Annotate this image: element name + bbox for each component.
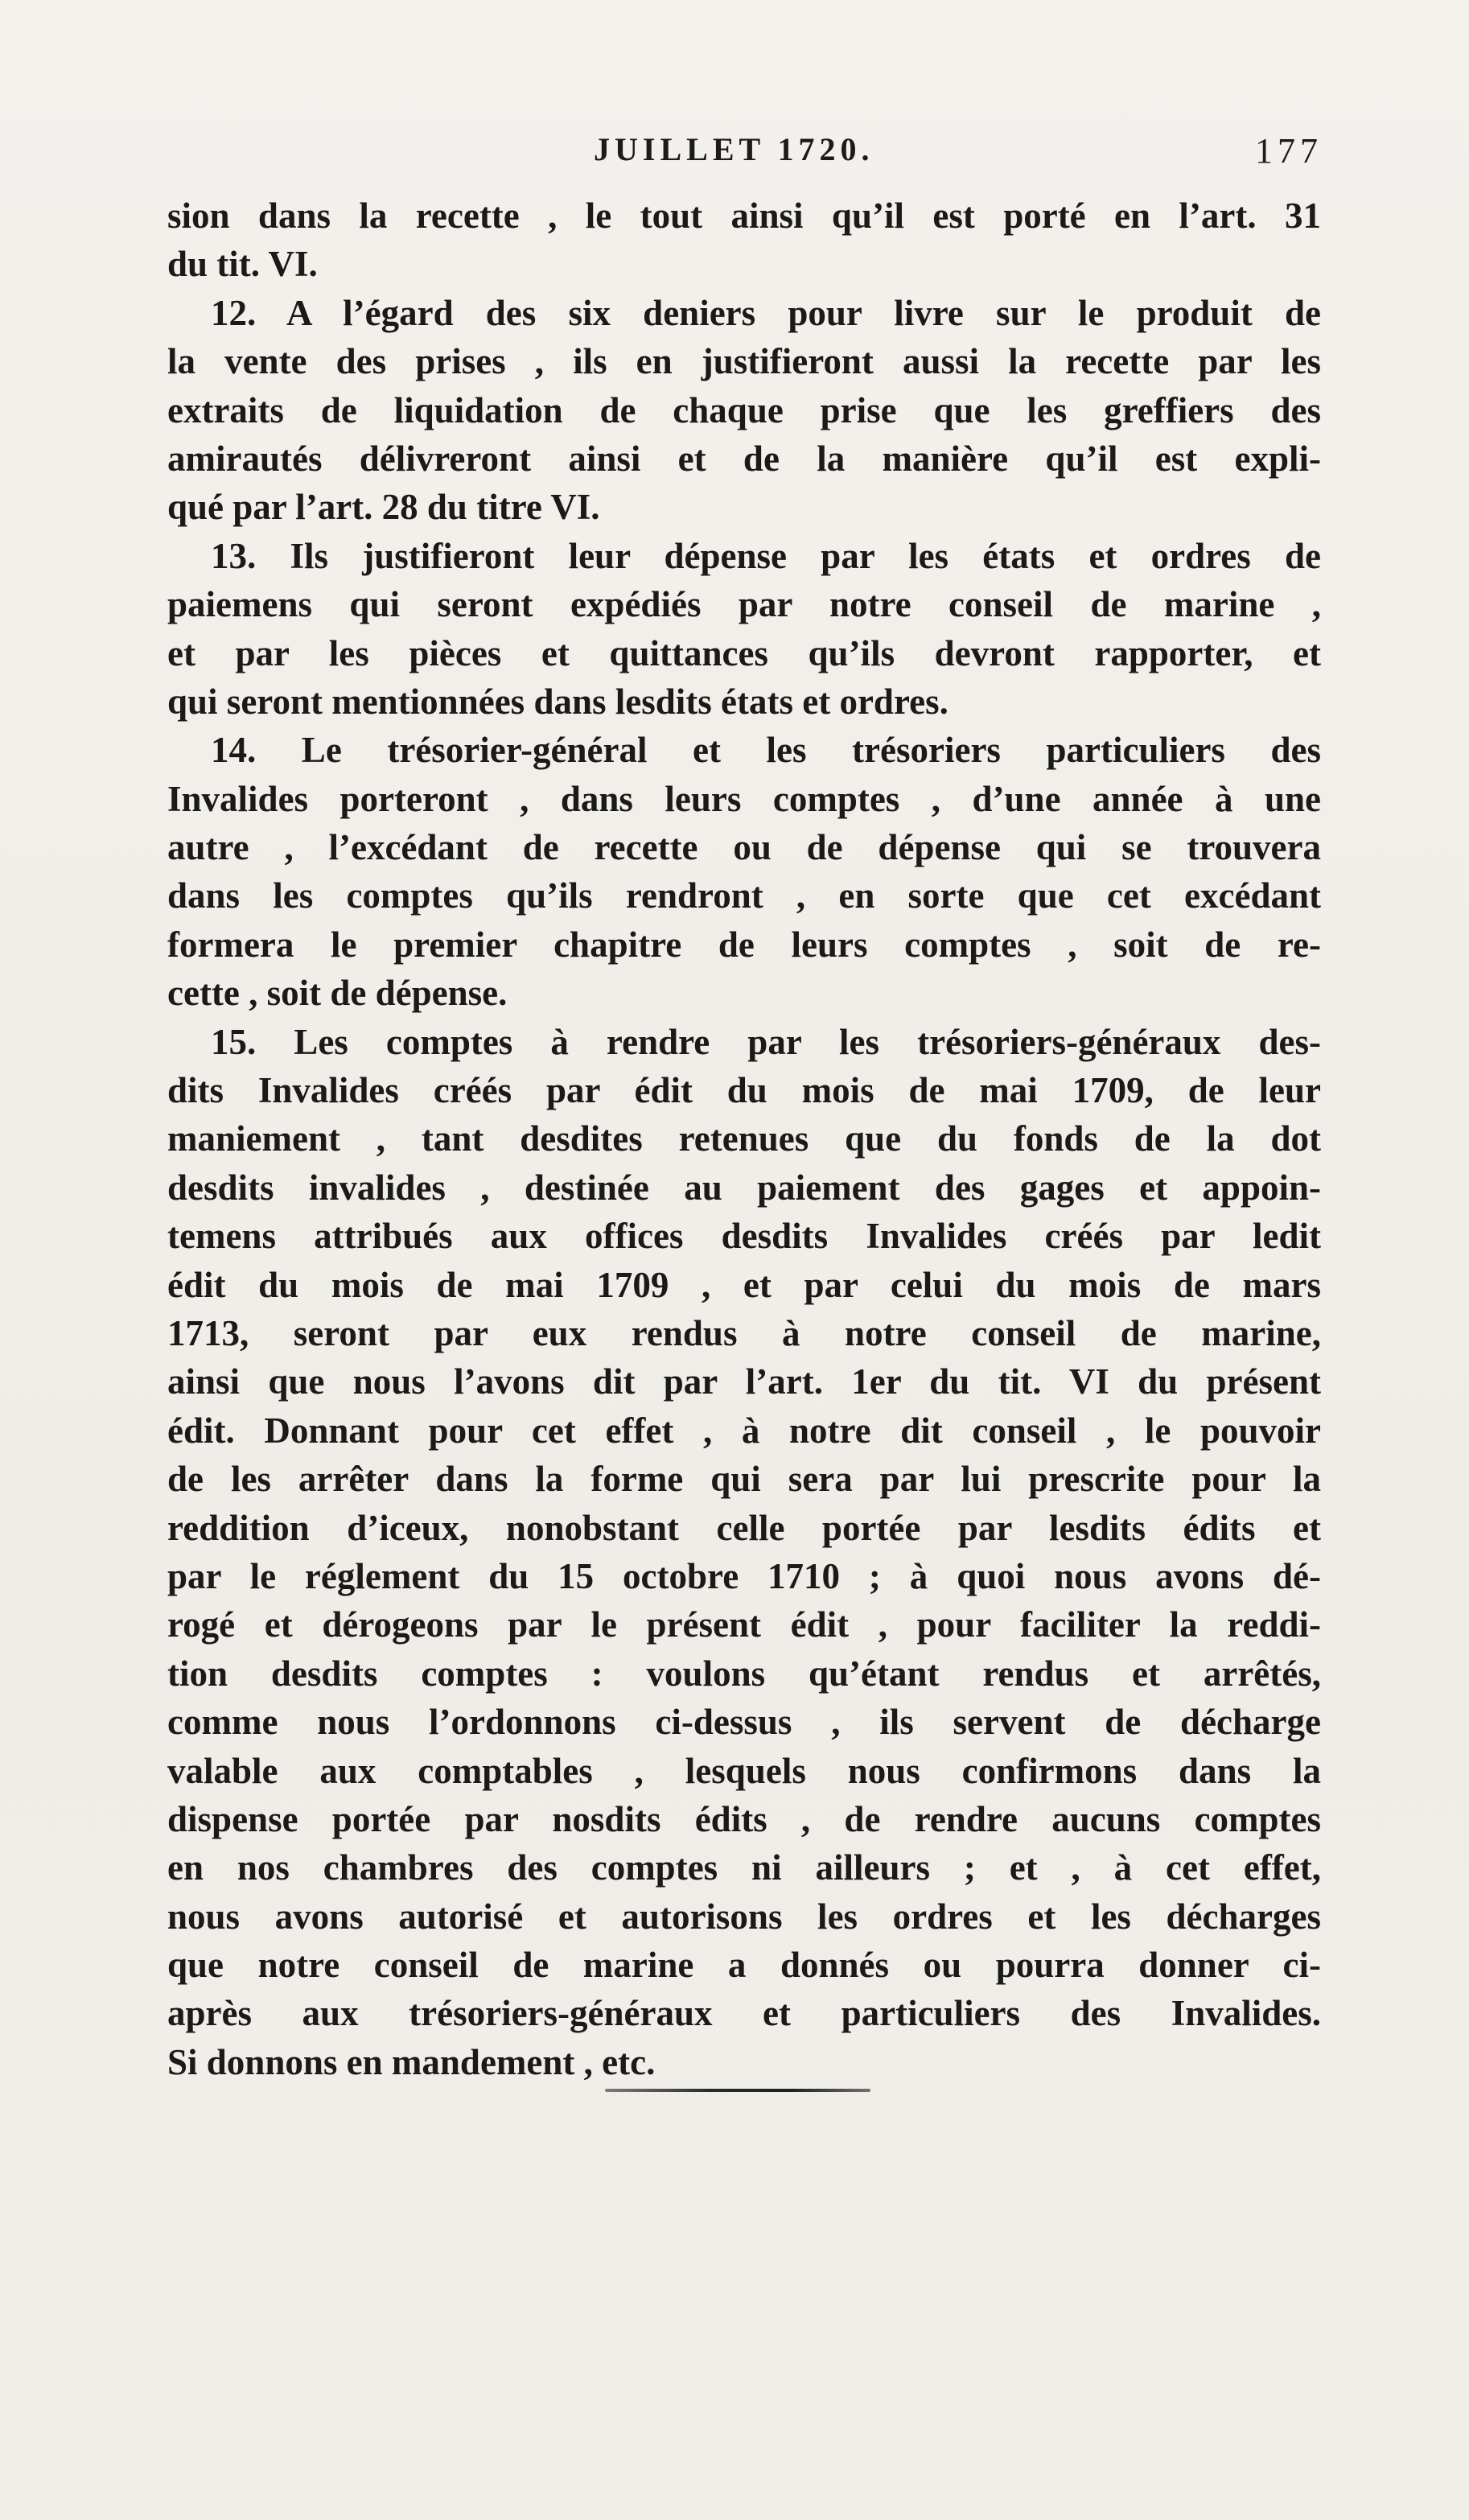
text-line: 1713, seront par eux rendus à notre conseil de marine, — [167, 1312, 1321, 1353]
text-line: qui seront mentionnées dans lesdits états et ordres. — [167, 681, 948, 722]
text-line: paiemens qui seront expédiés par notre conseil de marine , — [167, 584, 1321, 625]
section-rule — [605, 2089, 870, 2092]
text-line: Invalides porteront , dans leurs comptes , d’une année à une — [167, 778, 1321, 819]
text-line: extraits de liquidation de chaque prise que les greffiers des — [167, 389, 1321, 430]
text-line: que notre conseil de marine a donnés ou pourra donner ci- — [167, 1945, 1321, 1986]
text-line: dans les comptes qu’ils rendront , en sorte que cet excédant — [167, 875, 1321, 916]
body-text — [167, 191, 1321, 2086]
text-line: édit. Donnant pour cet effet , à notre dit conseil , le pouvoir — [167, 1410, 1321, 1451]
text-line: tion desdits comptes : voulons qu’étant rendus et arrêtés, — [167, 1653, 1321, 1694]
text-line: dits Invalides créés par édit du mois de mai 1709, de leur — [167, 1070, 1321, 1111]
text-line: amirautés délivreront ainsi et de la manière qu’il est expli- — [167, 438, 1321, 479]
text-line: rogé et dérogeons par le présent édit , pour faciliter la reddi- — [167, 1604, 1321, 1645]
text-line: desdits invalides , destinée au paiement des gages et appoin- — [167, 1167, 1321, 1208]
running-head: JUILLET 1720. — [594, 131, 874, 167]
text-line: édit du mois de mai 1709 , et par celui du mois de mars — [167, 1264, 1321, 1305]
text-line: et par les pièces et quittances qu’ils devront rapporter, et — [167, 632, 1321, 673]
text-line: dispense portée par nosdits édits , de rendre aucuns comptes — [167, 1798, 1321, 1839]
text-line: du tit. VI. — [167, 244, 318, 285]
text-line: 12. A l’égard des six deniers pour livre sur le produit de — [211, 292, 1321, 333]
text-line: 14. Le trésorier-général et les trésoriers particuliers des — [211, 730, 1321, 771]
text-line: maniement , tant desdites retenues que du fonds de la dot — [167, 1118, 1321, 1159]
text-line: comme nous l’ordonnons ci-dessus , ils servent de décharge — [167, 1702, 1321, 1743]
text-line: nous avons autorisé et autorisons les ordres et les décharges — [167, 1896, 1321, 1937]
text-line: reddition d’iceux, nonobstant celle portée par lesdits édits et — [167, 1507, 1321, 1548]
page-header — [0, 130, 1469, 179]
text-line: valable aux comptables , lesquels nous confirmons dans la — [167, 1750, 1321, 1791]
text-line: qué par l’art. 28 du titre VI. — [167, 487, 600, 528]
text-line: de les arrêter dans la forme qui sera par lui prescrite pour la — [167, 1459, 1321, 1500]
text-line: temens attribués aux offices desdits Invalides créés par ledit — [167, 1216, 1321, 1257]
text-line: après aux trésoriers-généraux et particuliers des Invalides. — [167, 1993, 1321, 2034]
text-line: ainsi que nous l’avons dit par l’art. 1er du tit. VI du présent — [167, 1361, 1321, 1402]
text-line: sion dans la recette , le tout ainsi qu’il est porté en l’art. 31 — [167, 196, 1321, 236]
text-line: formera le premier chapitre de leurs comptes , soit de re- — [167, 924, 1321, 965]
text-line: Si donnons en mandement , etc. — [167, 2041, 656, 2082]
text-line: par le réglement du 15 octobre 1710 ; à quoi nous avons dé- — [167, 1555, 1321, 1596]
text-line: la vente des prises , ils en justifieront aussi la recette par les — [167, 341, 1321, 382]
text-line: cette , soit de dépense. — [167, 973, 508, 1014]
text-line: en nos chambres des comptes ni ailleurs ; et , à cet effet, — [167, 1847, 1321, 1888]
text-line: 15. Les comptes à rendre par les trésoriers-généraux des- — [211, 1021, 1321, 1062]
page-number: 177 — [1255, 131, 1323, 171]
text-line: 13. Ils justifieront leur dépense par les états et ordres de — [211, 535, 1321, 576]
text-line: autre , l’excédant de recette ou de dépense qui se trouvera — [167, 827, 1321, 868]
